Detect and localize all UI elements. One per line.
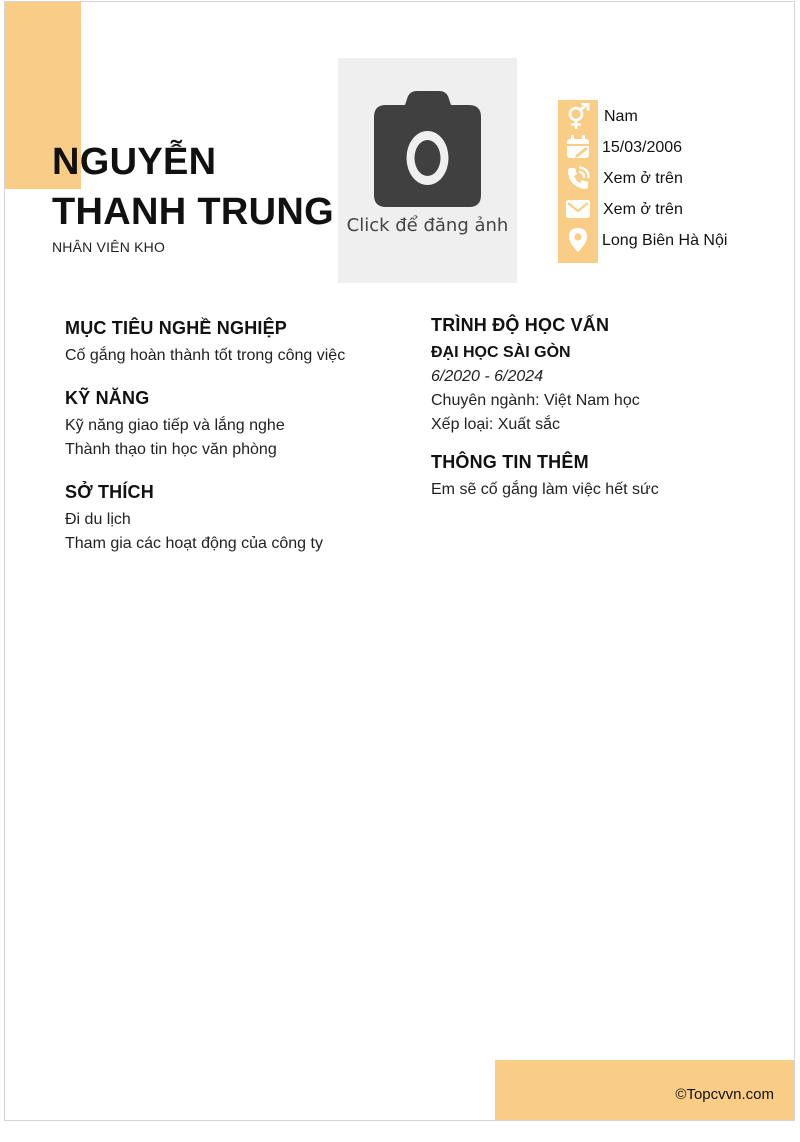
phone-icon bbox=[565, 165, 591, 191]
cv-page bbox=[4, 1, 795, 1121]
name-line-1: NGUYỄN bbox=[52, 141, 217, 183]
job-title[interactable]: NHÂN VIÊN KHO bbox=[52, 239, 166, 255]
photo-upload[interactable] bbox=[338, 58, 517, 283]
skills-title[interactable]: KỸ NĂNG bbox=[65, 388, 150, 408]
school-name[interactable]: ĐẠI HỌC SÀI GÒN bbox=[431, 344, 571, 361]
hobby-item[interactable]: Đi du lịch bbox=[65, 511, 131, 528]
objective-title[interactable]: MỤC TIÊU NGHỀ NGHIỆP bbox=[65, 318, 288, 338]
email-icon bbox=[565, 196, 591, 222]
education-period[interactable]: 6/2020 - 6/2024 bbox=[431, 368, 544, 385]
education-grade[interactable]: Xếp loại: Xuất sắc bbox=[431, 416, 560, 433]
copyright-text: ©Topcvvn.com bbox=[675, 1086, 774, 1103]
education-major[interactable]: Chuyên ngành: Việt Nam học bbox=[431, 392, 640, 409]
education-title[interactable]: TRÌNH ĐỘ HỌC VẤN bbox=[431, 315, 610, 335]
candidate-name[interactable] bbox=[52, 137, 352, 237]
birthdate-value[interactable]: 15/03/2006 bbox=[602, 139, 683, 156]
skill-item[interactable]: Kỹ năng giao tiếp và lắng nghe bbox=[65, 417, 285, 434]
photo-upload-label: Click để đăng ảnh bbox=[346, 215, 509, 236]
gender-icon bbox=[565, 103, 591, 129]
skill-item[interactable]: Thành thạo tin học văn phòng bbox=[65, 441, 277, 458]
contact-icon-strip bbox=[558, 100, 598, 263]
additional-info-title[interactable]: THÔNG TIN THÊM bbox=[431, 452, 589, 472]
phone-value[interactable]: Xem ở trên bbox=[603, 170, 683, 187]
objective-text[interactable]: Cố gắng hoàn thành tốt trong công việc bbox=[65, 347, 346, 364]
footer-accent-block bbox=[495, 1060, 795, 1121]
email-value[interactable]: Xem ở trên bbox=[603, 201, 683, 218]
address-value[interactable]: Long Biên Hà Nội bbox=[602, 232, 728, 249]
location-pin-icon bbox=[565, 227, 591, 253]
hobby-item[interactable]: Tham gia các hoạt động của công ty bbox=[65, 535, 323, 552]
camera-icon bbox=[373, 91, 482, 209]
additional-info-text[interactable]: Em sẽ cố gắng làm việc hết sức bbox=[431, 481, 659, 498]
calendar-icon bbox=[565, 134, 591, 160]
gender-value[interactable]: Nam bbox=[604, 108, 638, 125]
hobbies-title[interactable]: SỞ THÍCH bbox=[65, 482, 154, 502]
name-line-2: THANH TRUNG bbox=[52, 191, 334, 233]
